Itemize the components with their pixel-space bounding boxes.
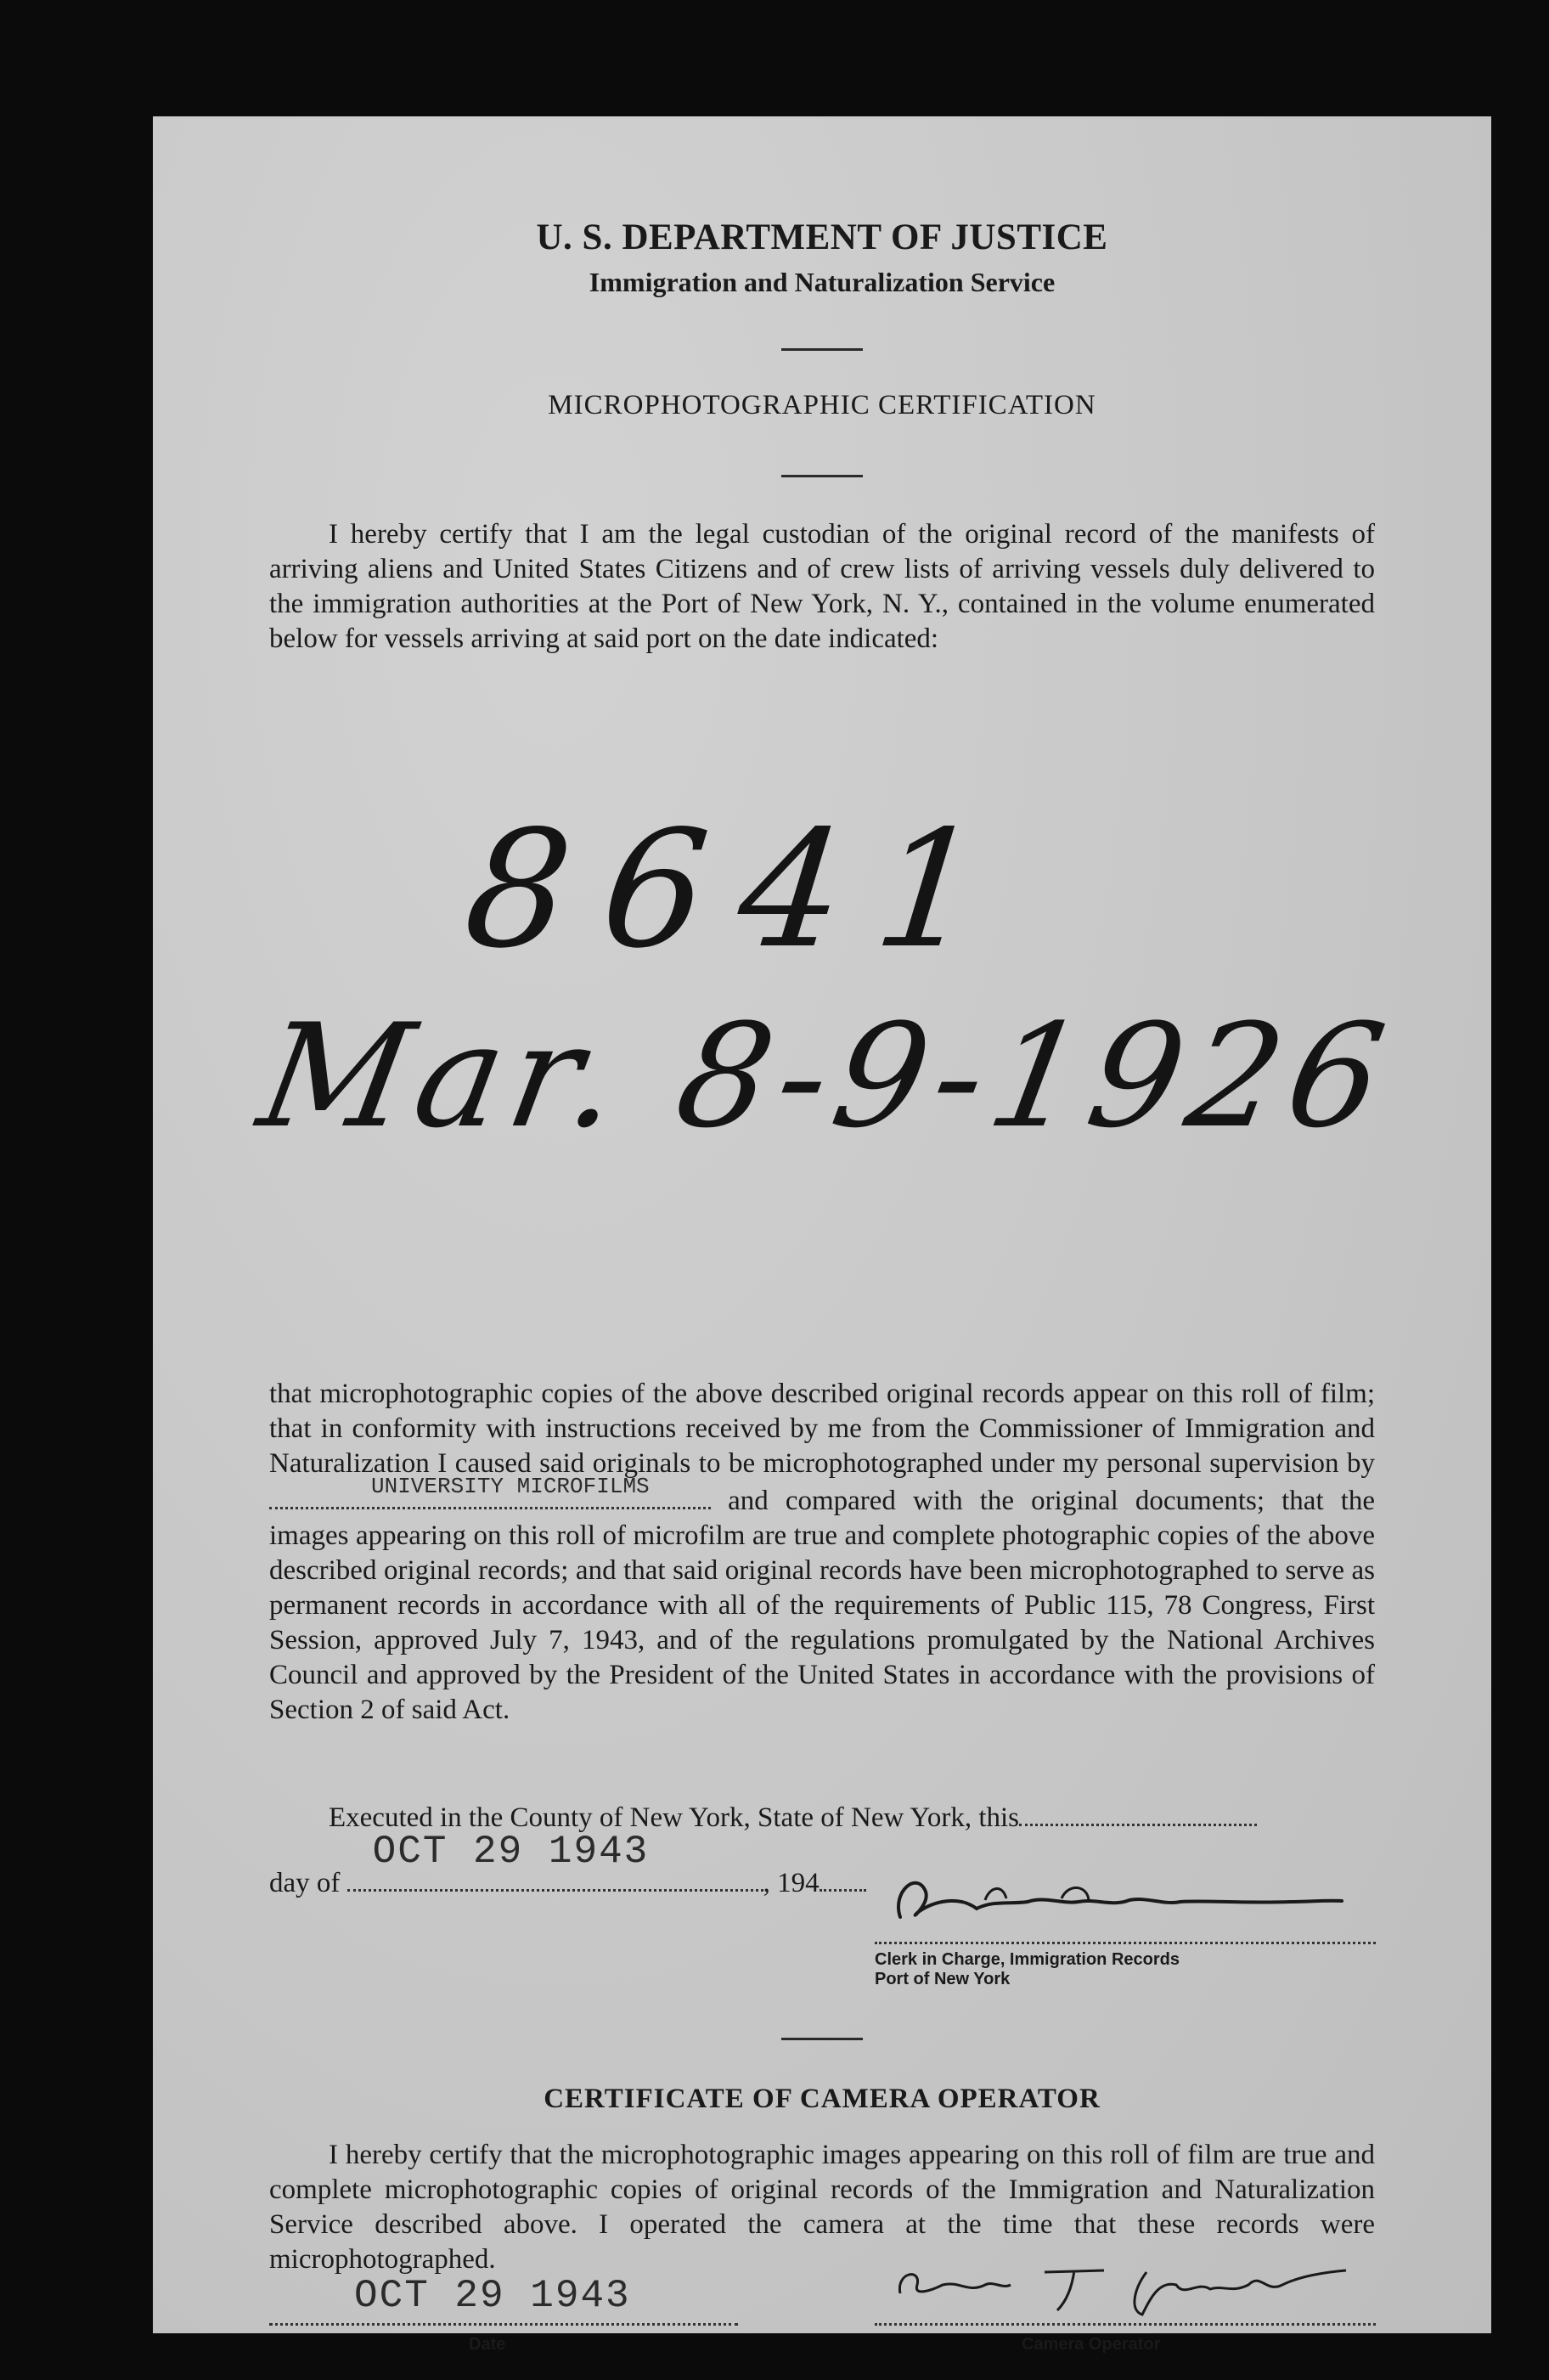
- day-of-field: [347, 1830, 763, 1892]
- photographer-field: [269, 1474, 711, 1509]
- department-heading: U. S. DEPARTMENT OF JUSTICE: [536, 217, 1108, 257]
- volume-number-handwritten: 8641: [457, 796, 1024, 984]
- day-of-line: [269, 1830, 866, 1901]
- body-text-part2: and compared with the original documents; that the images appearing on this roll of microfilm are true and complete photographic copies of the above described original records; and that said original records have been microphotographed to serve as permanent records in accordance with all of the requirements of Public 115, 78 Congress, First Session, approved July 7, 1943, and of the regulations promulgated by the National Archives Council and approved by the President of the United States in accordance with the provisions of Section 2 of said Act.: [269, 1486, 1376, 1725]
- divider: [781, 2038, 863, 2040]
- day-of-label: day of: [269, 1868, 341, 1898]
- camera-operator-label: Camera Operator: [1022, 2335, 1161, 2354]
- camera-date-stamp: OCT 29 1943: [354, 2274, 631, 2318]
- certificate-sheet: [153, 116, 1491, 2354]
- year-field: [820, 1889, 866, 1892]
- camera-date-line: [269, 2323, 738, 2326]
- executed-text: Executed in the County of New York, State of New York, this: [329, 1802, 1020, 1833]
- camera-operator-text: I hereby certify that the microphotographic images appearing on this roll of film are true and complete microphotographic copies of original records of the Immigration and Naturalization Service described above. I operated the camera at the time that these records were microphotographed.: [269, 2140, 1375, 2275]
- executed-day-field: [1019, 1824, 1257, 1826]
- clerk-title: Clerk in Charge, Immigration Records: [875, 1950, 1180, 1969]
- operator-signature: [883, 2247, 1359, 2323]
- body-text-part1: that microphotographic copies of the above described original records appear on this roll of film; that in conformity with instructions received by me from the Commissioner of Immigration and Naturalization I caused said originals to be microphotographed under my personal supervision by: [269, 1379, 1375, 1479]
- divider: [781, 348, 863, 351]
- photographer-stamp: UNIVERSITY MICROFILMS: [371, 1474, 650, 1499]
- clerk-signature: [866, 1866, 1359, 1934]
- divider: [781, 475, 863, 477]
- operator-signature-drawing: [883, 2247, 1359, 2323]
- certification-body: [269, 1377, 1375, 1728]
- clerk-signature-drawing: [866, 1866, 1359, 1934]
- camera-date-label: Date: [469, 2335, 506, 2354]
- year-suffix: , 194: [763, 1868, 820, 1898]
- certification-title: MICROPHOTOGRAPHIC CERTIFICATION: [548, 390, 1096, 420]
- operator-signature-line: [875, 2323, 1376, 2326]
- day-of-stamp: OCT 29 1943: [372, 1830, 650, 1874]
- camera-operator-title: CERTIFICATE OF CAMERA OPERATOR: [544, 2084, 1101, 2114]
- clerk-port: Port of New York: [875, 1970, 1011, 1988]
- certification-intro: I hereby certify that I am the legal custodian of the original record of the manifests of arriving aliens and United States Citizens and of crew lists of arriving vessels duly delivered to the immigration authorities at the Port of New York, N. Y., contained in the volume enumerated below for vessels arriving at said port on the date indicated:: [269, 519, 1375, 654]
- service-subheading: Immigration and Naturalization Service: [589, 267, 1056, 297]
- arrival-date-handwritten: Mar. 8-9-1926: [248, 993, 1404, 1159]
- clerk-signature-line: [875, 1942, 1376, 1944]
